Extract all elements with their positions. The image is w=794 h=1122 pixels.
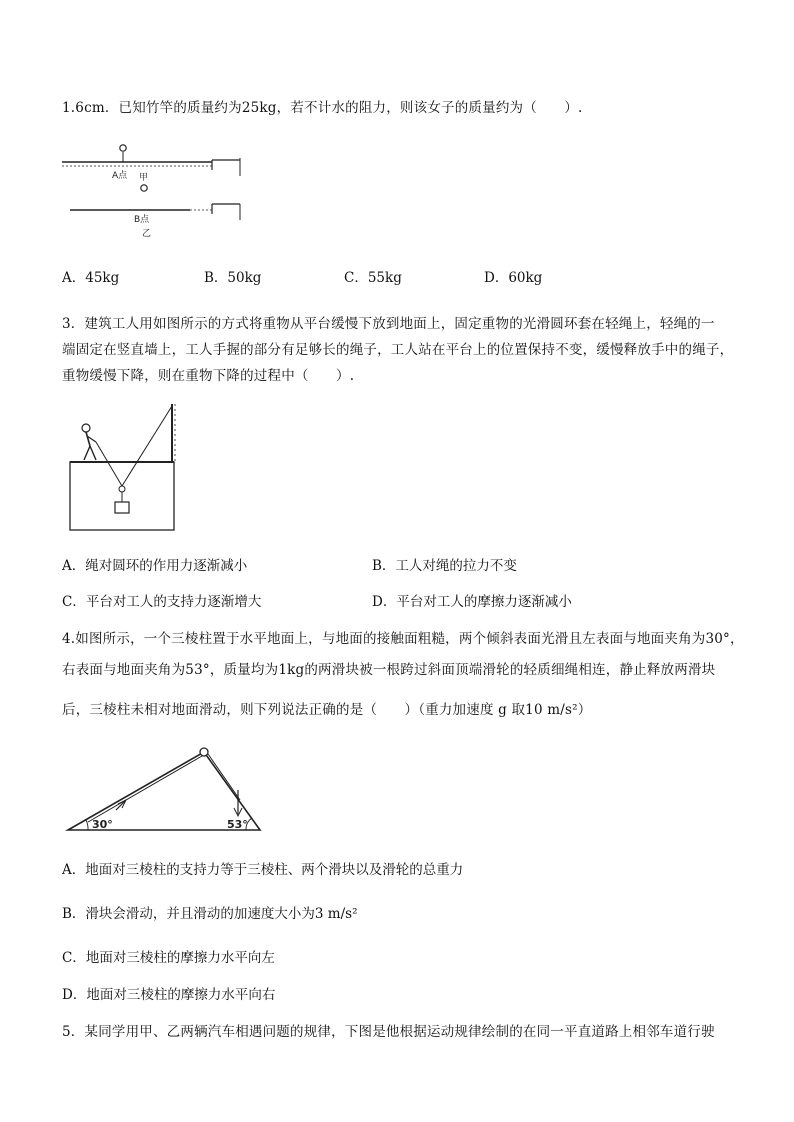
q3-stem-line-3: 重物缓慢下降，则在重物下降的过程中（ ）.	[62, 368, 355, 384]
q4-option-d[interactable]: D．地面对三棱柱的摩擦力水平向右	[62, 987, 276, 1003]
q3-option-c[interactable]: C．平台对工人的支持力逐渐增大	[62, 594, 262, 610]
q3-option-d[interactable]: D．平台对工人的摩擦力逐渐减小	[372, 594, 572, 610]
q5-stem-line-1: 5．某同学用甲、乙两辆汽车相遇问题的规律，下图是他根据运动规律绘制的在同一平直道路上相邻车道行驶	[62, 1024, 715, 1040]
q3-option-a[interactable]: A．绳对圆环的作用力逐渐减小	[62, 558, 248, 574]
q4-option-b[interactable]: B．滑块会滑动，并且滑动的加速度大小为3 m/s²	[62, 906, 358, 922]
q4-option-a[interactable]: A．地面对三棱柱的支持力等于三棱柱、两个滑块以及滑轮的总重力	[62, 862, 464, 878]
label-a-point: A点	[112, 171, 128, 181]
q4-stem-line-3: 后，三棱柱未相对地面滑动，则下列说法正确的是（ ）（重力加速度 g 取10 m/s²）	[62, 702, 592, 718]
q4-stem-line-1: 4.如图所示，一个三棱柱置于水平地面上，与地面的接触面粗糙，两个倾斜表面光滑且左表面与地面夹角为30°，	[62, 631, 744, 647]
q2-figure-bamboo	[62, 140, 252, 245]
label-jia: 甲	[139, 173, 149, 183]
q3-option-b[interactable]: B．工人对绳的拉力不变	[372, 558, 517, 574]
q4-stem-line-2: 右表面与地面夹角为53°，质量均为1kg的两滑块被一根跨过斜面顶端滑轮的轻质细绳相连，静止释放两滑块	[62, 662, 716, 678]
q2-option-a[interactable]: A．45kg	[62, 270, 120, 286]
label-b-point: B点	[134, 215, 150, 225]
q3-stem-line-2: 端固定在竖直墙上，工人手握的部分有足够长的绳子，工人站在平台上的位置保持不变，缓慢释放手中的绳子，	[62, 342, 734, 358]
q4-option-c[interactable]: C．地面对三棱柱的摩擦力水平向左	[62, 950, 275, 966]
q2-option-d[interactable]: D．60kg	[484, 270, 543, 286]
q3-stem-line-1: 3．建筑工人用如图所示的方式将重物从平台缓慢下放到地面上，固定重物的光滑圆环套在轻绳上，轻绳的一	[62, 316, 715, 332]
q3-figure-worker	[64, 398, 194, 538]
q2-option-c[interactable]: C．55kg	[344, 270, 402, 286]
angle-53-label: 53°	[227, 818, 248, 831]
q2-option-b[interactable]: B．50kg	[204, 270, 262, 286]
q4-figure-prism	[62, 740, 267, 835]
angle-30-label: 30°	[92, 818, 113, 831]
label-yi: 乙	[142, 229, 152, 239]
q2-stem: 1.6cm．已知竹竿的质量约为25kg，若不计水的阻力，则该女子的质量约为（ ）.	[62, 100, 583, 116]
